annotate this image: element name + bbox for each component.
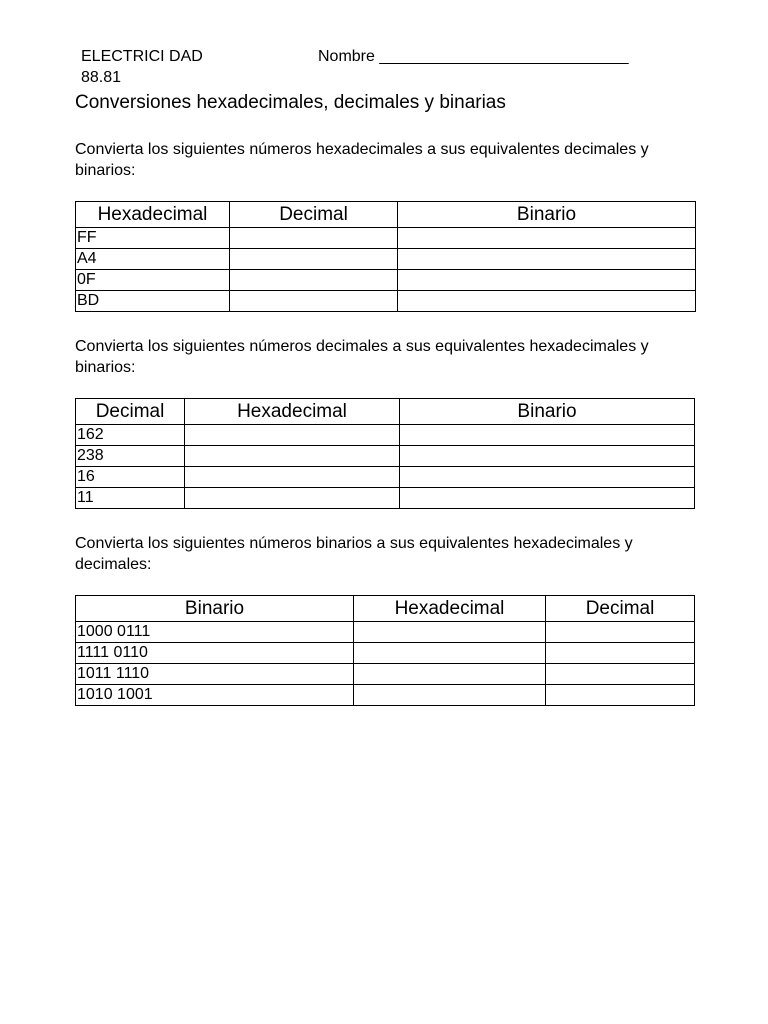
table-row (76, 622, 695, 643)
column-header: Hexadecimal (76, 202, 230, 228)
table-cell: BD (76, 291, 230, 312)
answer-cell[interactable] (400, 446, 695, 467)
column-header: Binario (76, 596, 354, 622)
table-row (76, 467, 695, 488)
instruction-dec-to-hex-bin: Convierta los siguientes números decimales a sus equivalentes hexadecimales y binarios: (75, 338, 649, 376)
instruction-bin-to-hex-dec: Convierta los siguientes números binarios a sus equivalentes hexadecimales y decimales: (75, 535, 633, 573)
table-row (76, 664, 695, 685)
column-header: Decimal (230, 202, 398, 228)
column-header: Decimal (76, 399, 185, 425)
table-row (76, 249, 696, 270)
table-cell: 1111 0110 (76, 643, 354, 664)
table-dec-to-hex-bin (75, 398, 695, 509)
table-bin-to-hex-dec (75, 595, 695, 706)
answer-cell[interactable] (230, 249, 398, 270)
answer-cell[interactable] (185, 467, 400, 488)
answer-cell[interactable] (230, 291, 398, 312)
column-header: Hexadecimal (185, 399, 400, 425)
table-cell: 1000 0111 (76, 622, 354, 643)
table-header-row (76, 202, 696, 228)
table-row (76, 425, 695, 446)
table-row (76, 488, 695, 509)
table-cell: 11 (76, 488, 185, 509)
column-header: Binario (398, 202, 696, 228)
answer-cell[interactable] (400, 488, 695, 509)
column-header: Hexadecimal (354, 596, 546, 622)
table-header-row (76, 399, 695, 425)
page-title: Conversiones hexadecimales, decimales y binarias (75, 92, 506, 113)
table-row (76, 446, 695, 467)
answer-cell[interactable] (354, 622, 546, 643)
table-row (76, 643, 695, 664)
answer-cell[interactable] (230, 228, 398, 249)
answer-cell[interactable] (546, 622, 695, 643)
answer-cell[interactable] (354, 664, 546, 685)
course-code: ELECTRICI DAD 88.81 (81, 48, 203, 86)
answer-cell[interactable] (354, 643, 546, 664)
table-cell: 162 (76, 425, 185, 446)
table-cell: 0F (76, 270, 230, 291)
table-cell: 1010 1001 (76, 685, 354, 706)
answer-cell[interactable] (185, 488, 400, 509)
table-row (76, 228, 696, 249)
answer-cell[interactable] (546, 685, 695, 706)
name-field: Nombre ____________________________ (318, 48, 629, 65)
column-header: Decimal (546, 596, 695, 622)
table-cell: 16 (76, 467, 185, 488)
table-hex-to-dec-bin (75, 201, 696, 312)
table-cell: 238 (76, 446, 185, 467)
table-cell: A4 (76, 249, 230, 270)
answer-cell[interactable] (185, 446, 400, 467)
answer-cell[interactable] (546, 643, 695, 664)
column-header: Binario (400, 399, 695, 425)
answer-cell[interactable] (546, 664, 695, 685)
answer-cell[interactable] (185, 425, 400, 446)
instruction-hex-to-dec-bin: Convierta los siguientes números hexadecimales a sus equivalentes decimales y binarios: (75, 141, 649, 179)
table-row (76, 291, 696, 312)
answer-cell[interactable] (398, 228, 696, 249)
table-row (76, 685, 695, 706)
table-cell: 1011 1110 (76, 664, 354, 685)
answer-cell[interactable] (398, 249, 696, 270)
table-header-row (76, 596, 695, 622)
answer-cell[interactable] (400, 467, 695, 488)
answer-cell[interactable] (400, 425, 695, 446)
table-cell: FF (76, 228, 230, 249)
answer-cell[interactable] (398, 270, 696, 291)
answer-cell[interactable] (230, 270, 398, 291)
table-row (76, 270, 696, 291)
answer-cell[interactable] (398, 291, 696, 312)
answer-cell[interactable] (354, 685, 546, 706)
